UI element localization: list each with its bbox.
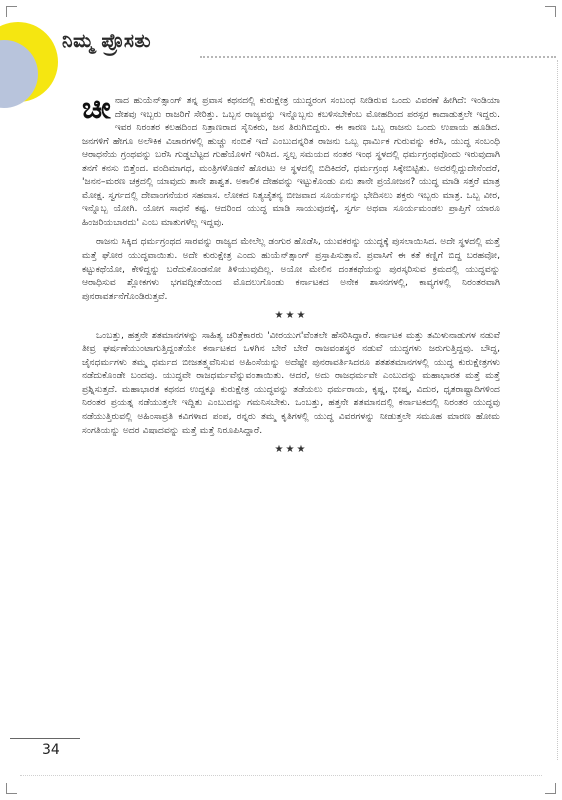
article-body bbox=[82, 91, 500, 463]
margin-guide bbox=[556, 60, 558, 760]
crop-mark-bottom-left bbox=[6, 783, 17, 794]
paragraph bbox=[82, 91, 500, 229]
paragraph: ರಾಜನು ಸಿಕ್ಕಿದ ಧರ್ಮಗ್ರಂಥದ ಸಾರವನ್ನು ರಾಜ್ಯದ ಮೇಲೆಲ್ಲ ಡಂಗುರ ಹೊಡೆಸಿ, ಯುವಕರನ್ನು ಯುದ್ಧಕ್ಕೆ ಪುಸಲಾಯಿಸಿದ. ಅದೇ ಸ್ಥಳದಲ್ಲಿ ಮತ್ತೆ ಮತ್ತೆ ಘೋರ ಯುದ್ಧವಾಯಿತು. ಅದೇ ಕುರುಕ್ಷೇತ್ರ ಎಂದು ಹುಯೆನ್‌ತ್ಸಾಂಗ್ ಪ್ರಸ್ತಾಪಿಸುತ್ತಾನೆ. ಪ್ರವಾಸಿಗೆ ಈ ಕತೆ ಕಣ್ಣಿಗೆ ಬಿದ್ದ ಬರಹವೋ, ಕಟ್ಟುಕಥೆಯೋ, ಕೇಳಿದ್ದನ್ನು ಬರೆದುಕೊಂಡನೋ ತಿಳಿಯುವುದಿಲ್ಲ. ಅಯೋ ಮೇಲಿನ ದಂತಕಥೆಯನ್ನು ಪುರಸ್ಕರಿಸುವ ಕ್ರಮದಲ್ಲಿ ಯುದ್ಧವನ್ನು ಆರಾಧಿಸುವ ಶ್ಲೋಕಗಳು ಭಗವದ್ಗೀತೆಯಿಂದ ಮೊದಲುಗೊಂಡು ಕರ್ನಾಟಕದ ಅನೇಕ ಶಾಸನಗಳಲ್ಲಿ, ಕಾವ್ಯಗಳಲ್ಲಿ ನಿರಂತರವಾಗಿ ಪುನರಾವರ್ತನೆಗೊಂಡಿರುತ್ತವೆ. bbox=[82, 236, 500, 302]
section-separator: ★★★ bbox=[274, 310, 308, 322]
footer-rule bbox=[10, 738, 80, 739]
crop-mark-top-left bbox=[6, 6, 17, 17]
crop-mark-top-right bbox=[545, 6, 556, 17]
section-title: ನಿಮ್ಮ ಪ್ರೊಸತು bbox=[62, 30, 152, 52]
crop-mark-bottom-right bbox=[545, 783, 556, 794]
header-dotted-rule bbox=[200, 56, 556, 58]
page-number: 34 bbox=[42, 742, 60, 758]
paragraph: ಒಂಬತ್ತು, ಹತ್ತನೇ ಶತಮಾನಗಳನ್ನು ಸಾಹಿತ್ಯ ಚರಿತ್ರೆಕಾರರು 'ವೀರಯುಗ'ವೆಂತಲೇ ಹೆಸರಿಸಿದ್ದಾರೆ. ಕರ್ನಾಟಕ ಮತ್ತು ತಮಿಳುನಾಡುಗಳ ನಡುವೆ ತೀವ್ರ ಘರ್ಷಣೆಯುಂಟಾಗುತ್ತಿದ್ದಂತೆಯೇ ಕರ್ನಾಟಕದ ಒಳಗಿನ ಬೇರೆ ಬೇರೆ ರಾಜವಂಶಸ್ಥರ ನಡುವೆ ಯುದ್ಧಗಳು ಜರುಗುತ್ತಿದ್ದವು. ಬೌದ್ಧ, ಜೈನಧರ್ಮಗಳು ತಮ್ಮ ಧರ್ಮದ ಬೀಜತತ್ತ್ವವೆನಿಸುವ ಅಹಿಂಸೆಯನ್ನು ಅದೆಷ್ಟೇ ಪುನರಾವರ್ತಿಸಿದರೂ ಶತಶತಮಾನಗಳಲ್ಲಿ ಯುದ್ಧ ಕುರುಕ್ಷೇತ್ರಗಳು ನಡೆದುಕೊಂಡೇ ಬಂದವು. ಯುದ್ಧವೇ ರಾಜಧರ್ಮವೆನ್ನುವಂತಾಯಿತು. ಆದರೆ, ಅದು ರಾಜಧರ್ಮವೇ ಎಂಬುದನ್ನು ಮಹಾಭಾರತ ಮತ್ತೆ ಮತ್ತೆ ಪ್ರಶ್ನಿಸುತ್ತದೆ. ಮಹಾಭಾರತ ಕಥನದ ಉದ್ದಕ್ಕೂ ಕುರುಕ್ಷೇತ್ರ ಯುದ್ಧವನ್ನು ತಡೆಯಲು ಧರ್ಮರಾಯ, ಕೃಷ್ಣ, ಭೀಷ್ಮ, ವಿದುರ, ಧೃತರಾಷ್ಟ್ರಾದಿಗಳಿಂದ ನಿರಂತರ ಪ್ರಯತ್ನ ನಡೆಯುತ್ತಲೇ ಇದ್ದಿತು ಎಂಬುದನ್ನು ಗಮನಿಸಬೇಕು. ಒಂಬತ್ತು, ಹತ್ತನೇ ಶತಮಾನದಲ್ಲಿ ಕರ್ನಾಟಕದಲ್ಲಿ ನಿರಂತರ ಯುದ್ಧವು ನಡೆಯುತ್ತಿರುವಲ್ಲಿ ಅಹಿಂಸಾವ್ರತಿ ಕವಿಗಳಾದ ಪಂಪ, ರನ್ನರು ತಮ್ಮ ಕೃತಿಗಳಲ್ಲಿ ಯುದ್ಧ ವಿವರಗಳನ್ನು ನೀಡುತ್ತಲೇ ಸಮೂಹ ಮಾರಣ ಹೋಮ ಸಂಗತಿಯನ್ನು ಅದರ ವಿಷಾದವನ್ನು ಮತ್ತೆ ಮತ್ತೆ ನಿರೂಪಿಸಿದ್ದಾರೆ. bbox=[82, 329, 500, 436]
bottom-dotted-rule bbox=[20, 775, 542, 776]
drop-cap: ಚೀ bbox=[82, 91, 111, 126]
section-separator-end: ★★★ bbox=[274, 444, 308, 456]
paragraph-text: ನಾದ ಹುಯೆನ್‌ತ್ಸಾಂಗ್ ತನ್ನ ಪ್ರವಾಸ ಕಥನದಲ್ಲಿ ಕುರುಕ್ಷೇತ್ರ ಯುದ್ಧರಂಗ ಸಂಬಂಧ ನೀಡಿರುವ ಒಂದು ವಿವರಣೆ ಹೀಗಿದೆ: ಇಂಡಿಯಾ ದೇಶವು ಇಬ್ಬರು ರಾಜರಿಗೆ ಸೇರಿತ್ತು. ಒಬ್ಬನ ರಾಜ್ಯವನ್ನು ಇನ್ನೊಬ್ಬನು ಕಬಳಿಸಬೇಕೆಂಬ ಮೋಹದಿಂದ ಪರಸ್ಪರ ಕಾದಾಡುತ್ತಲೇ ಇದ್ದರು. ಇವರ ನಿರಂತರ ಕಲಹದಿಂದ ನಿತ್ರಾಣರಾದ ಸೈನಿಕರು, ಜನ ತಿರುಗಿಬಿದ್ದರು. ಈ ಕಾರಣ ಒಬ್ಬ ರಾಜನು ಒಂದು ಉಪಾಯ ಹೂಡಿದ. ಜನಗಳಿಗೆ ಹೇಗೂ ಅಲೌಕಿಕ ವಿಚಾರಗಳಲ್ಲಿ ಹುಚ್ಚು ನಂಬಿಕೆ ಇದೆ ಎಂಬುದನ್ನರಿತ ರಾಜನು ಒಬ್ಬ ಧಾರ್ಮಿಕ ಗುರುವನ್ನು ಕರೆಸಿ, ಯುದ್ಧ ಸಂಬಂಧಿ ಆರಾಧನೆಯ ಗ್ರಂಥವನ್ನು ಬರೆಸಿ ಗುಡ್ಡಬೆಟ್ಟದ ಗುಹೆಯೊಳಗೆ ಇರಿಸಿದ. ಸ್ವಲ್ಪ ಸಮಯದ ನಂತರ ಇಂಥ ಸ್ಥಳದಲ್ಲಿ ಧರ್ಮಗ್ರಂಥವೊಂದು ಇರುವುದಾಗಿ ತನಗೆ ಕನಸು ಬಿತ್ತೆಂದ. ವಂದಿಮಾಗಧ, ಮಂತ್ರಿಗಳೊಡನೆ ಹೊರಟು ಆ ಸ್ಥಳದಲ್ಲಿ ಬಿದಿಕಿದರೆ, ಧರ್ಮಗ್ರಂಥ ಸಿಕ್ಕೇಬಿಟ್ಟಿತು. ಅದರಲ್ಲಿದ್ದುದೇನೆಂದರೆ, 'ಜನನ–ಮರಣ ಚಕ್ರದಲ್ಲಿ ಯಾವುದು ತಾನೇ ಶಾಶ್ವತ. ಅಕಾಲಿಕ ದೇಹವನ್ನು ಇಟ್ಟುಕೊಂಡು ಏನು ತಾನೇ ಪ್ರಯೋಜನ? ಯುದ್ಧ ಮಾಡಿ ಸತ್ತರೆ ಮಾತ್ರ ಮೋಕ್ಷ. ಸ್ವರ್ಗದಲ್ಲಿ ದೇವಾಂಗನೆಯರ ಸಹವಾಸ. ಲೋಕದ ನಿತ್ಯಚೈತನ್ಯ ಬೀಜವಾದ ಸೂರ್ಯನನ್ನು ಭೇದಿಸಲು ಶಕ್ತರು ಇಬ್ಬರು ಮಾತ್ರ. ಒಬ್ಬ ವೀರ, ಇನ್ನೊಬ್ಬ ಯೋಗಿ. ಯೋಗ ಸಾಧನೆ ಕಷ್ಟ. ಆದರಿಂದ ಯುದ್ಧ ಮಾಡಿ ಸಾಯುವುದಕ್ಕೆ, ಸ್ವರ್ಗ ಅಥವಾ ಸೂರ್ಯಮಂಡಲ ಪ್ರಾಪ್ತಿಗೆ ಯಾರೂ ಹಿಂಜರಿಯಬಾರದು' ಎಂಬ ಮಾತುಗಳೆಲ್ಲ ಇದ್ದವು. bbox=[82, 95, 500, 228]
